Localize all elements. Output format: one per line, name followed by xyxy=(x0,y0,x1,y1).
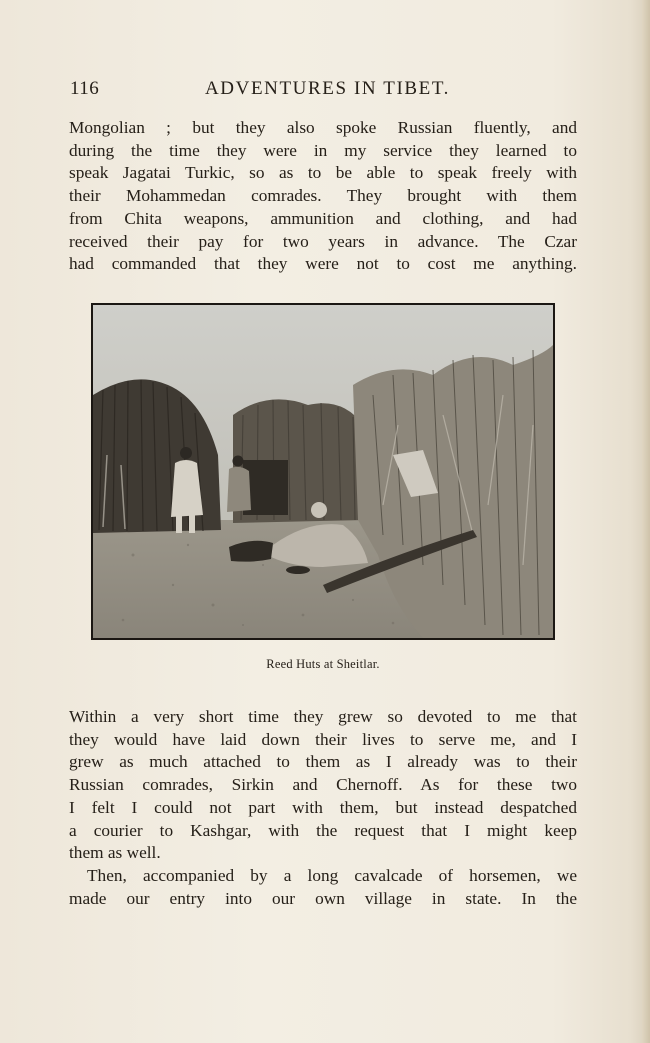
paragraph-bottom xyxy=(69,865,577,910)
paragraph-middle xyxy=(69,706,577,865)
text-line: grew as much attached to them as I already was to their xyxy=(69,752,577,772)
page-number: 116 xyxy=(70,78,100,99)
text-line: from Chita weapons, ammunition and clothing, and had xyxy=(69,208,577,228)
reed-huts-photograph xyxy=(93,305,553,638)
page-gutter-shadow xyxy=(642,0,650,1043)
text-line: made our entry into our own village in state. In the xyxy=(69,888,577,908)
text-line: they would have laid down their lives to serve me, and I xyxy=(69,729,577,749)
text-line: Within a very short time they grew so devoted to me that xyxy=(69,707,577,726)
text-line: I felt I could not part with them, but instead despatched xyxy=(69,797,577,817)
text-line: a courier to Kashgar, with the request that I might keep xyxy=(69,820,577,840)
paragraph-top xyxy=(69,117,577,276)
running-title: ADVENTURES IN TIBET. xyxy=(204,78,451,99)
figure-caption: Reed Huts at Sheitlar. xyxy=(266,657,380,671)
text-line: Then, accompanied by a long cavalcade of horsemen, we xyxy=(87,866,577,885)
text-line: during the time they were in my service they learned to xyxy=(69,140,577,160)
text-line: Russian comrades, Sirkin and Chernoff. As for these two xyxy=(69,775,577,795)
text-line: them as well. xyxy=(69,843,161,863)
photo-plate xyxy=(91,303,555,640)
text-line: their Mohammedan comrades. They brought with them xyxy=(69,186,577,206)
text-line: had commanded that they were not to cost me anything. xyxy=(69,254,577,274)
text-line: received their pay for two years in advance. The Czar xyxy=(69,231,577,251)
text-line: speak Jagatai Turkic, so as to be able to speak freely with xyxy=(69,163,577,183)
running-head xyxy=(70,78,578,102)
text-line: Mongolian ; but they also spoke Russian fluently, and xyxy=(69,118,577,137)
